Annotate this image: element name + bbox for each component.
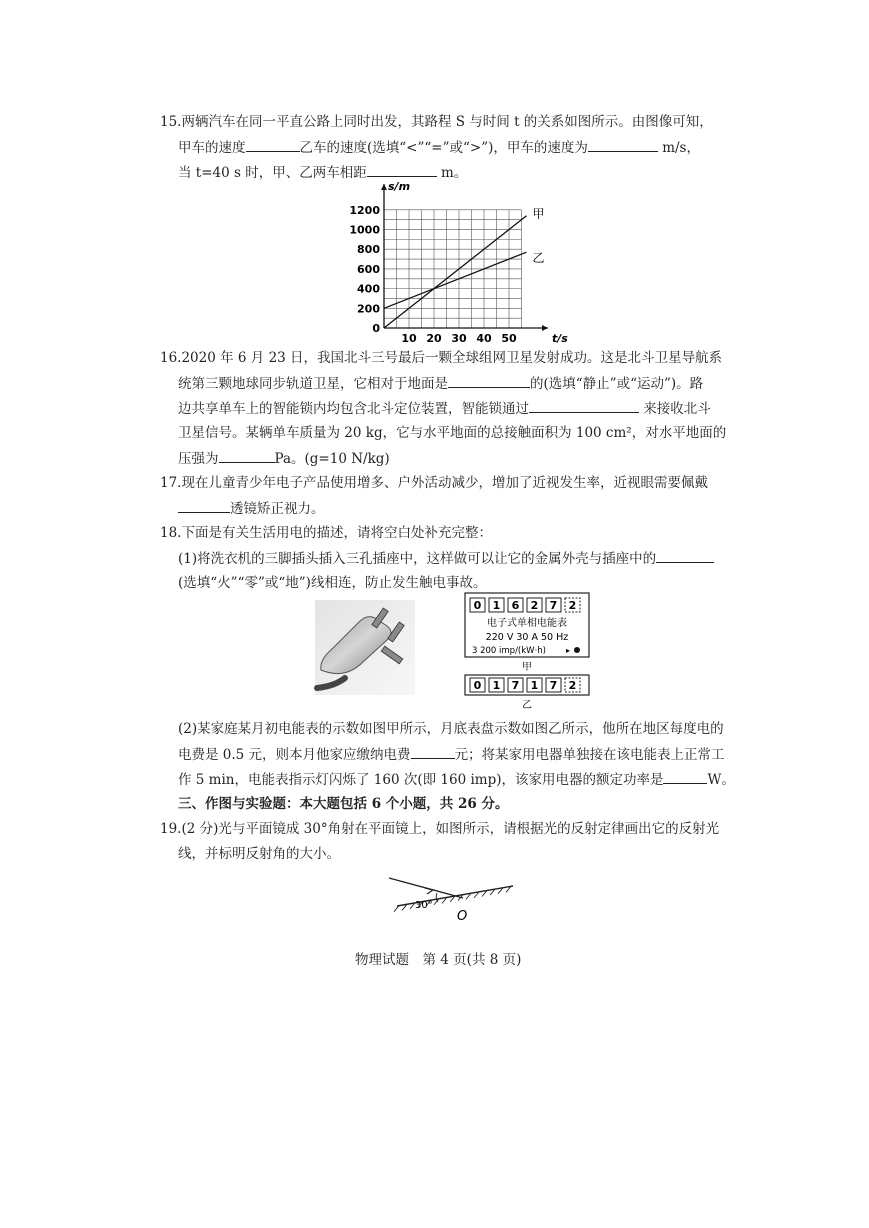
series-line-jia xyxy=(384,216,527,328)
y-tick-label: 400 xyxy=(357,282,380,296)
y-tick-label: 600 xyxy=(357,262,380,276)
q17-blank-1[interactable] xyxy=(178,498,230,513)
meter-digit: 1 xyxy=(530,679,539,692)
meter-digit: 2 xyxy=(568,679,577,692)
q18-text-c: 元；将某家用电器单独接在该电能表上正常工 xyxy=(454,747,725,763)
series-label-jia: 甲 xyxy=(532,206,545,221)
meter-digit: 1 xyxy=(492,599,501,612)
y-axis-arrow-icon xyxy=(381,184,387,190)
q16-line1: 16.2020 年 6 月 23 日，我国北斗三号最后一颗全球组网卫星发射成功。这是北斗卫星导航系 xyxy=(160,350,723,366)
q18-text-b: 电费是 0.5 元，则本月他家应缴纳电费 xyxy=(178,747,411,763)
q16-blank-1[interactable] xyxy=(448,373,530,388)
y-tick-label: 200 xyxy=(357,302,380,316)
q15-text-e: m。 xyxy=(441,165,468,181)
q16-blank-3[interactable] xyxy=(219,448,275,463)
angle-label: 30° xyxy=(415,900,433,911)
y-tick-label: 1000 xyxy=(349,223,380,237)
meter-spec: 220 V 30 A 50 Hz xyxy=(485,632,569,643)
meter-digit: 1 xyxy=(492,679,501,692)
three-pin-plug-image xyxy=(315,600,415,695)
meter-digit: 7 xyxy=(511,679,520,692)
x-axis-arrow-icon xyxy=(542,325,548,331)
q17-text-b: 透镜矫正视力。 xyxy=(230,501,325,517)
x-tick-label: 40 xyxy=(476,332,492,345)
meter-digit: 6 xyxy=(511,599,520,612)
incidence-point-label: O xyxy=(457,909,468,924)
q16-line2 xyxy=(178,373,703,394)
q16-line3 xyxy=(178,398,711,419)
q15-text-b: 乙车的速度(选填“<”“=”或“>”)，甲车的速度为 xyxy=(299,140,588,156)
q18-line6 xyxy=(178,769,735,790)
q15-blank-3[interactable] xyxy=(367,162,437,177)
q18-line5 xyxy=(178,744,725,765)
q18-line4: (2)某家庭某月初电能表的示数如图甲所示，月底表盘示数如图乙所示，他所在地区每度电的 xyxy=(178,721,724,737)
q18-line3: (选填“火”“零”或“地”)线相连，防止发生触电事故。 xyxy=(178,575,487,591)
meter-label-jia: 甲 xyxy=(522,662,532,673)
meter-title: 电子式单相电能表 xyxy=(487,618,567,629)
q16-line4: 卫星信号。某辆单车质量为 20 kg，它与水平地面的总接触面积为 100 cm²，对水平地面的 xyxy=(178,425,727,441)
y-tick-label: 800 xyxy=(357,243,380,257)
q16-text-d: 来接收北斗 xyxy=(643,401,711,417)
meter-digit: 0 xyxy=(473,679,482,692)
q16-blank-2[interactable] xyxy=(529,398,639,413)
q15-line2 xyxy=(178,137,700,158)
meter-digit: 2 xyxy=(568,599,577,612)
y-tick-label: 1200 xyxy=(349,203,380,217)
q18-text-a: (1)将洗衣机的三脚插头插入三孔插座中，这样做可以让它的金属外壳与插座中的 xyxy=(178,551,657,567)
x-axis-label: t/s xyxy=(552,332,568,345)
q15-text-a: 甲车的速度 xyxy=(178,140,246,156)
section-heading: 三、作图与实验题：本大题包括 6 个小题，共 26 分。 xyxy=(178,796,509,812)
q16-text-b: 的(选填“静止”或“运动”)。路 xyxy=(530,376,704,392)
q18-blank-1[interactable] xyxy=(656,548,714,563)
meter-digit: 0 xyxy=(473,599,482,612)
indicator-light-icon xyxy=(574,647,580,653)
q15-blank-2[interactable] xyxy=(588,137,658,152)
meter-digit: 2 xyxy=(530,599,539,612)
x-tick-label: 20 xyxy=(426,332,442,345)
y-axis-label: s/m xyxy=(388,180,411,193)
q15-blank-1[interactable] xyxy=(246,137,300,152)
q17-line1: 17.现在儿童青少年电子产品使用增多、户外活动减少，增加了近视发生率，近视眼需要佩戴 xyxy=(160,475,708,491)
q15-line1: 15.两辆汽车在同一平直公路上同时出发，其路程 S 与时间 t 的关系如图所示。由图像可知， xyxy=(160,114,713,130)
meter-arrow-icon: ▸ xyxy=(566,646,571,655)
q18-line2 xyxy=(178,548,714,569)
q19-line2: 线，并标明反射角的大小。 xyxy=(178,846,340,862)
q16-text-a: 统第三颗地球同步轨道卫星，它相对于地面是 xyxy=(178,376,448,392)
q18-blank-2[interactable] xyxy=(411,744,455,759)
meter-digit: 7 xyxy=(549,599,558,612)
series-line-yi xyxy=(384,252,527,308)
energy-meter-figure xyxy=(462,590,592,710)
x-tick-label: 50 xyxy=(501,332,517,345)
meter-label-yi: 乙 xyxy=(522,700,532,711)
distance-time-chart xyxy=(340,180,568,350)
q16-text-f: Pa。(g=10 N/kg) xyxy=(274,451,390,467)
q16-text-c: 边共享单车上的智能锁内均包含北斗定位装置，智能锁通过 xyxy=(178,401,529,417)
q18-text-e: W。 xyxy=(707,772,735,788)
x-tick-label: 10 xyxy=(401,332,417,345)
page-footer: 物理试题 第 4 页(共 8 页) xyxy=(355,952,522,968)
q18-text-d: 作 5 min，电能表指示灯闪烁了 160 次(即 160 imp)，该家用电器的额定功率是 xyxy=(178,772,664,788)
x-tick-label: 30 xyxy=(451,332,467,345)
q15-text-d: 当 t=40 s 时，甲、乙两车相距 xyxy=(178,165,367,181)
q16-line5 xyxy=(178,448,390,469)
q19-line1: 19.(2 分)光与平面镜成 30°角射在平面镜上，如图所示，请根据光的反射定律画出它的反射光 xyxy=(160,821,720,837)
q18-blank-3[interactable] xyxy=(663,769,707,784)
mirror-diagram xyxy=(385,872,525,924)
meter-digit: 7 xyxy=(549,679,558,692)
meter-imp: 3 200 imp/(kW·h) xyxy=(472,646,546,656)
series-label-yi: 乙 xyxy=(532,251,545,266)
mirror-hatch-mark xyxy=(394,906,399,912)
q16-text-e: 压强为 xyxy=(178,451,219,467)
q17-line2 xyxy=(178,498,325,519)
y-tick-label: 0 xyxy=(372,322,380,335)
q15-text-c: m/s， xyxy=(662,140,700,156)
q18-line1: 18.下面是有关生活用电的描述，请将空白处补充完整： xyxy=(160,525,492,541)
